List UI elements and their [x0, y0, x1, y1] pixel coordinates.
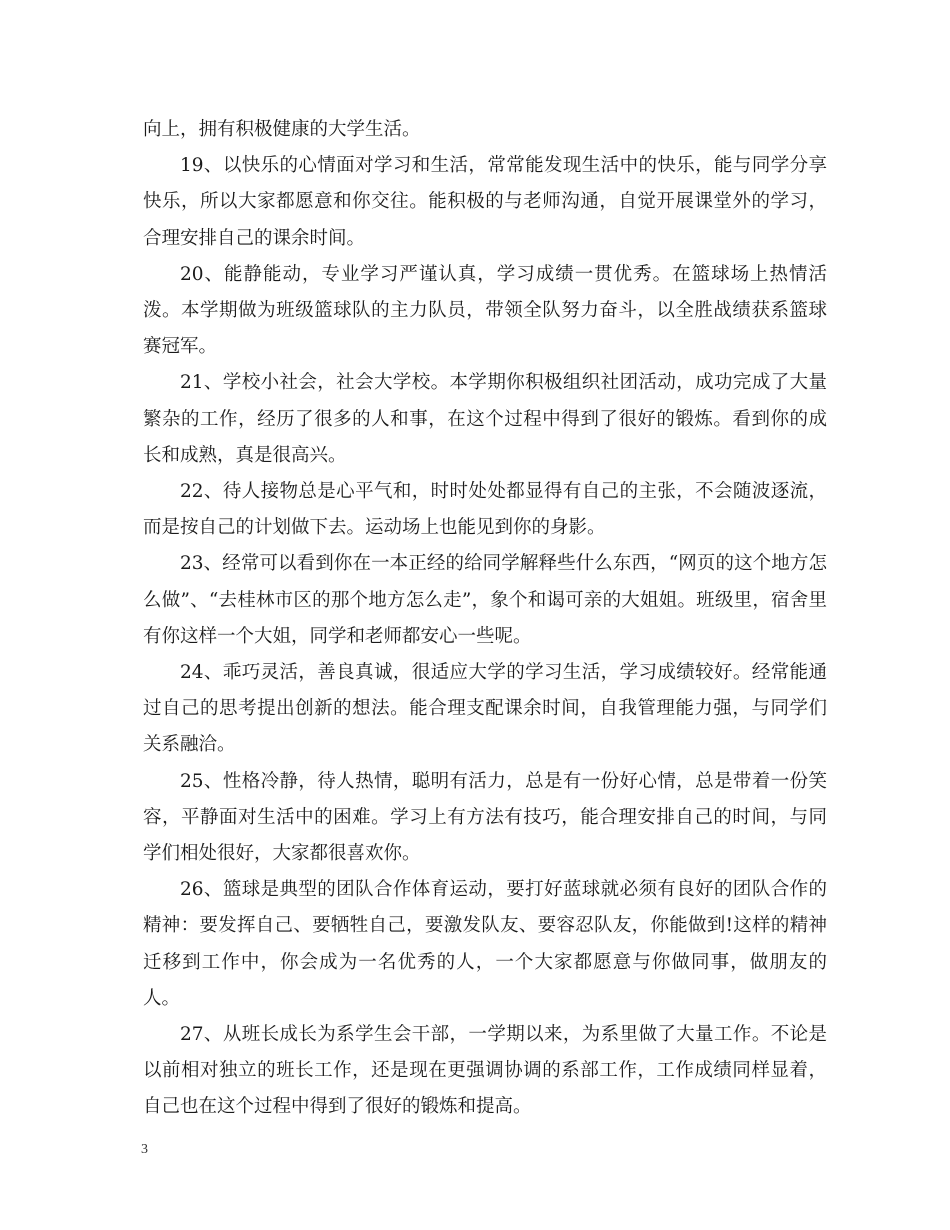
paragraph-27: 27、从班长成长为系学生会干部，一学期以来，为系里做了大量工作。不论是以前相对独立的班长工作，还是现在更强调协调的系部工作，工作成绩同样显着，自己也在这个过程中得到了很好的锻炼和提高。	[143, 1024, 827, 1118]
document-body	[143, 112, 827, 1126]
paragraph-19: 19、以快乐的心情面对学习和生活，常常能发现生活中的快乐，能与同学分享快乐，所以大家都愿意和你交往。能积极的与老师沟通，自觉开展课堂外的学习，合理安排自己的课余时间。	[143, 155, 827, 249]
paragraph-24: 24、乖巧灵活，善良真诚，很适应大学的学习生活，学习成绩较好。经常能通过自己的思考提出创新的想法。能合理支配课余时间，自我管理能力强，与同学们关系融洽。	[143, 662, 827, 756]
paragraph-21: 21、学校小社会，社会大学校。本学期你积极组织社团活动，成功完成了大量繁杂的工作，经历了很多的人和事，在这个过程中得到了很好的锻炼。看到你的成长和成熟，真是很高兴。	[143, 372, 827, 466]
paragraph-continuation: 向上，拥有积极健康的大学生活。	[143, 119, 421, 140]
paragraph-25: 25、性格冷静，待人热情，聪明有活力，总是有一份好心情，总是带着一份笑容，平静面对生活中的困难。学习上有方法有技巧，能合理安排自己的时间，与同学们相处很好，大家都很喜欢你。	[143, 770, 827, 865]
paragraph-22: 22、待人接物总是心平气和，时时处处都显得有自己的主张，不会随波逐流，而是按自己的计划做下去。运动场上也能见到你的身影。	[143, 481, 827, 539]
paragraph-26: 26、篮球是典型的团队合作体育运动，要打好蓝球就必须有良好的团队合作的精神：要发挥自己、要牺牲自己，要激发队友、要容忍队友，你能做到!这样的精神迁移到工作中，你会成为一名优秀的人，一个大家都愿意与你做同事，做朋友的人。	[143, 879, 827, 1009]
page-number: 3	[141, 1142, 148, 1157]
paragraph-20: 20、能静能动，专业学习严谨认真，学习成绩一贯优秀。在篮球场上热情活泼。本学期做为班级篮球队的主力队员，带领全队努力奋斗，以全胜战绩获系篮球赛冠军。	[143, 263, 827, 358]
paragraph-23: 23、经常可以看到你在一本正经的给同学解释些什么东西，“网页的这个地方怎么做”、“去桂林市区的那个地方怎么走”，象个和谒可亲的大姐姐。班级里，宿舍里有你这样一个大姐，同学和老师都安心一些呢。	[143, 553, 827, 647]
